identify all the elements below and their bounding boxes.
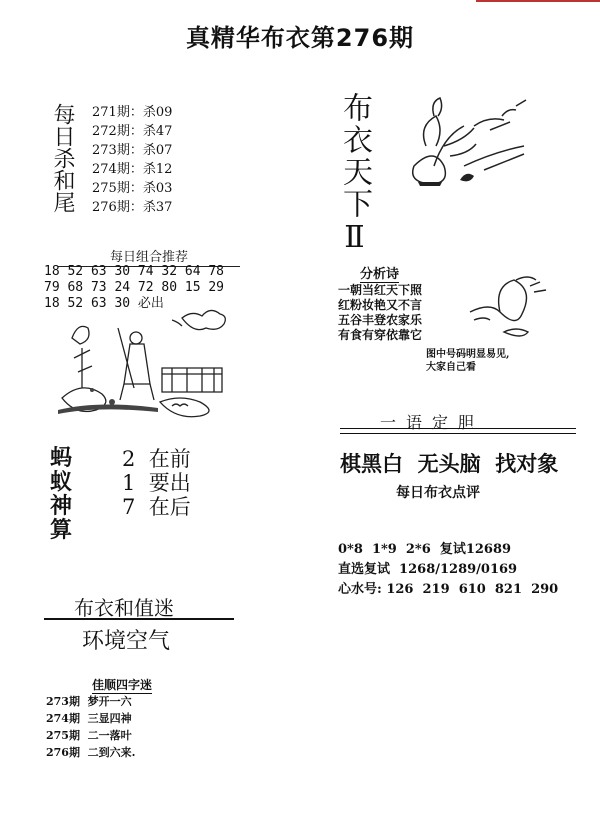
kill-tail-list — [92, 103, 172, 217]
gourd-illustration — [404, 96, 554, 196]
combo-row: 79 68 73 24 72 80 15 29 — [44, 280, 225, 295]
poem-lines — [338, 283, 422, 343]
four-char-heading: 佳顺四字迷 — [92, 678, 153, 692]
rock-bird-illustration — [460, 272, 560, 344]
four-char-row: 275期 二一落叶 — [46, 729, 132, 742]
four-char-list — [46, 693, 135, 761]
kill-tail-label: 每日杀和尾 — [50, 103, 75, 213]
ant-char: 蚁 — [50, 469, 73, 495]
ant-row: 7 在后 — [122, 495, 191, 519]
one-word-heading: 一语定胆 — [380, 413, 485, 432]
kill-row: 271期：杀09 — [92, 105, 173, 120]
four-char-row: 276期 二到六来. — [46, 746, 136, 759]
four-char-row: 273期 梦开一六 — [46, 695, 132, 708]
kill-row: 272期：杀47 — [92, 124, 173, 139]
note-line: 图中号码明显易见, — [426, 349, 510, 360]
kill-row: 273期：杀07 — [92, 143, 173, 158]
value-riddle-answer: 环境空气 — [82, 629, 171, 654]
four-char-row: 274期 三显四神 — [46, 712, 132, 725]
kill-row: 275期：杀03 — [92, 181, 173, 196]
pick-row: 直选复试 1268/1289/0169 — [338, 562, 518, 577]
scholar-illustration — [52, 298, 242, 422]
divider — [340, 428, 576, 429]
value-riddle-heading: 布衣和值迷 — [74, 596, 174, 620]
ant-calc-rows — [122, 447, 191, 519]
one-word-riddle: 棋黑白 无头脑 找对象 — [340, 451, 559, 476]
page-title: 真精华布衣第276期 — [185, 24, 415, 52]
right-title: 布衣天下Ⅱ — [337, 92, 372, 257]
kill-row: 276期：杀37 — [92, 200, 173, 215]
number-picks — [338, 540, 558, 600]
ant-row: 1 要出 — [122, 471, 191, 495]
pick-row: 心水号: 126 219 610 821 290 — [338, 582, 559, 597]
poem-line: 一朝当红天下照 — [338, 283, 423, 297]
combo-row: 18 52 63 30 必出 — [44, 296, 164, 311]
picture-note — [426, 348, 509, 374]
combo-heading: 每日组合推荐 — [58, 246, 240, 267]
divider — [340, 433, 576, 434]
ant-char: 蚂 — [50, 445, 73, 471]
ant-row: 2 在前 — [122, 447, 191, 471]
daily-comment: 每日布衣点评 — [396, 485, 480, 501]
ant-calc-label — [50, 446, 72, 542]
ant-char: 算 — [50, 517, 73, 543]
poem-line: 有食有穿依靠它 — [338, 328, 423, 342]
pick-row: 0*8 1*9 2*6 复试12689 — [338, 542, 512, 557]
ant-char: 神 — [50, 493, 73, 519]
poem-heading: 分析诗 — [360, 263, 399, 283]
combo-row: 18 52 63 30 74 32 64 78 — [44, 264, 225, 279]
kill-row: 274期：杀12 — [92, 162, 173, 177]
divider — [44, 618, 234, 620]
corner-mark — [476, 0, 600, 2]
note-line: 大家自己看 — [426, 362, 476, 373]
poem-line: 五谷丰登农家乐 — [338, 313, 423, 327]
poem-line: 红粉妆艳又不言 — [338, 298, 423, 312]
